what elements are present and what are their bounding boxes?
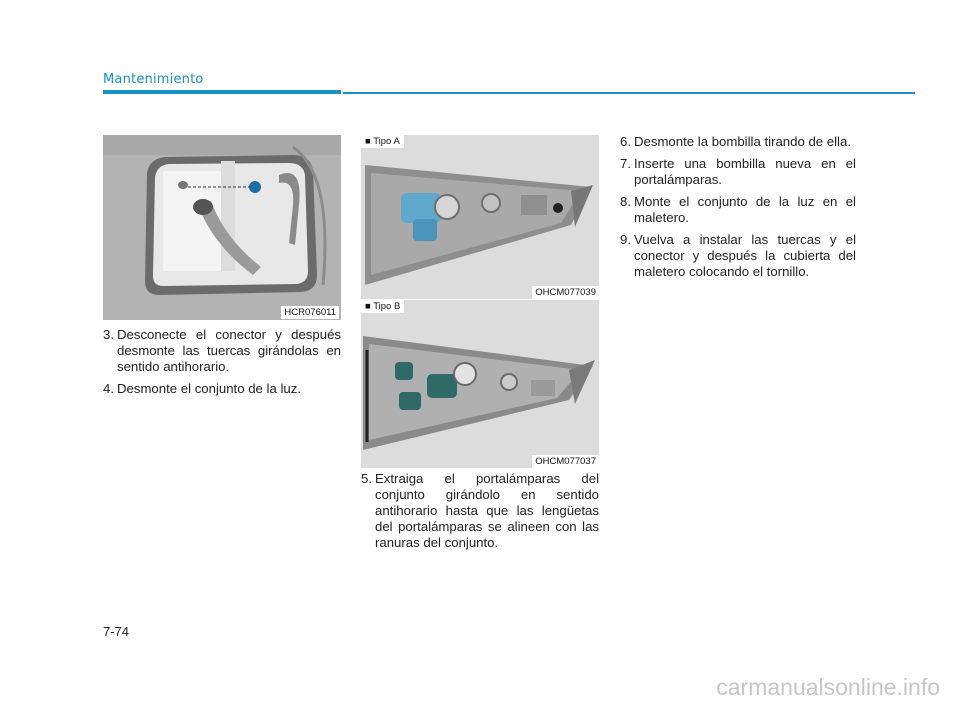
step-9 (620, 232, 856, 280)
step-number: 5. (361, 471, 372, 486)
step-6 (620, 134, 856, 150)
access-hole-illustration (103, 135, 341, 320)
step-text: Monte el conjunto de la luz en el maletero. (634, 194, 856, 225)
step-5 (361, 471, 599, 551)
page-number: 7-74 (103, 624, 130, 639)
step-text: Inserte una bombilla nueva en el portalámparas. (634, 156, 856, 187)
lamp-type-b-illustration (361, 300, 599, 468)
figure-type-a (361, 135, 599, 299)
step-number: 6. (620, 134, 631, 149)
step-text: Desmonte el conjunto de la luz. (117, 381, 302, 396)
figure-code: HCR076011 (281, 306, 339, 319)
step-text: Desmonte la bombilla tirando de ella. (634, 134, 851, 149)
header-rule-accent (103, 90, 341, 94)
figure-type-b (361, 300, 599, 468)
lamp-type-a-illustration (361, 135, 599, 299)
step-4 (103, 381, 341, 397)
step-number: 7. (620, 156, 631, 171)
step-8 (620, 194, 856, 226)
figure-code: OHCM077037 (532, 455, 599, 468)
figure-type-label: ■ Tipo A (361, 135, 404, 148)
steps-left-column (103, 327, 341, 403)
step-number: 4. (103, 381, 114, 396)
watermark: carmanualsonline.info (716, 674, 940, 700)
step-text: Extraiga el portalámparas del conjunto girándolo en sentido antihorario hasta que las lengüetas del portalámparas se alineen con las ranuras del conjunto. (375, 471, 599, 550)
figure-type-label: ■ Tipo B (361, 300, 404, 313)
step-text: Desconecte el conector y después desmonte las tuercas girándolas en sentido antihorario. (117, 327, 341, 374)
header-rule (343, 92, 915, 94)
figure-access-hole (103, 135, 341, 320)
section-title: Mantenimiento (103, 72, 204, 87)
figure-code: OHCM077039 (532, 286, 599, 299)
steps-right-column (620, 134, 856, 286)
steps-middle-column (361, 471, 599, 557)
step-3 (103, 327, 341, 375)
step-number: 8. (620, 194, 631, 209)
step-text: Vuelva a instalar las tuercas y el conector y después la cubierta del maletero colocando el tornillo. (634, 232, 856, 279)
step-7 (620, 156, 856, 188)
step-number: 9. (620, 232, 631, 247)
step-number: 3. (103, 327, 114, 342)
